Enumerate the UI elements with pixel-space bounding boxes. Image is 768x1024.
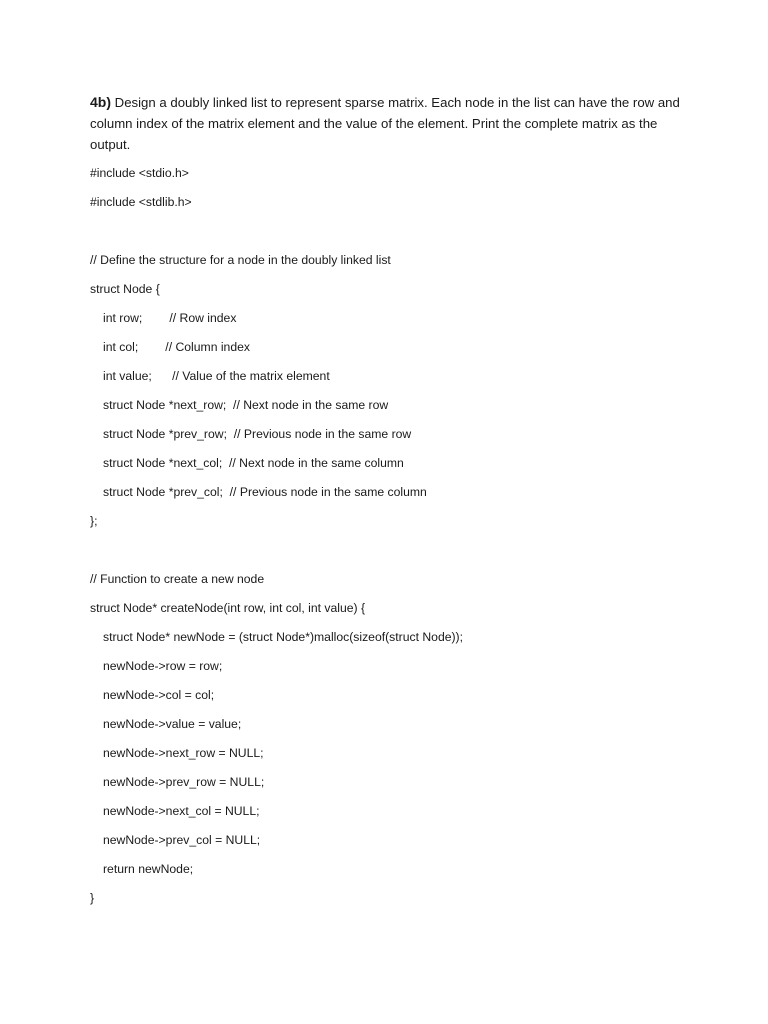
code-line: newNode->next_col = NULL;: [103, 804, 260, 818]
code-line: // Function to create a new node: [90, 572, 265, 586]
blank-line: [90, 221, 710, 250]
question-number: 4b): [90, 94, 111, 110]
code-line: // Define the structure for a node in the doubly linked list: [90, 253, 391, 267]
code-line: return newNode;: [103, 862, 194, 876]
code-line: struct Node *next_row; // Next node in the same row: [103, 398, 389, 412]
code-line: struct Node *prev_col; // Previous node in the same column: [103, 485, 427, 499]
code-line: int value; // Value of the matrix element: [103, 369, 330, 383]
code-line: struct Node {: [90, 282, 160, 296]
code-line: newNode->value = value;: [103, 717, 242, 731]
code-line: newNode->prev_row = NULL;: [103, 775, 265, 789]
blank-line: [90, 540, 710, 569]
question-paragraph: [90, 92, 680, 155]
code-line: struct Node* newNode = (struct Node*)malloc(sizeof(struct Node));: [103, 630, 464, 644]
code-line: int row; // Row index: [103, 311, 237, 325]
code-line: newNode->prev_col = NULL;: [103, 833, 261, 847]
code-line: #include <stdlib.h>: [90, 195, 192, 209]
code-line: struct Node *prev_row; // Previous node in the same row: [103, 427, 412, 441]
question-text: Design a doubly linked list to represent sparse matrix. Each node in the list can have the row and column index of the matrix element and the value of the element. Print the complete matrix as the output.: [90, 95, 680, 152]
code-line: struct Node* createNode(int row, int col, int value) {: [90, 601, 366, 615]
code-block: [90, 163, 710, 917]
code-line: newNode->col = col;: [103, 688, 215, 702]
code-line: int col; // Column index: [103, 340, 250, 354]
code-line: }: [90, 891, 95, 905]
code-line: newNode->row = row;: [103, 659, 223, 673]
code-line: newNode->next_row = NULL;: [103, 746, 264, 760]
code-line: };: [90, 514, 98, 528]
code-line: #include <stdio.h>: [90, 166, 189, 180]
code-line: struct Node *next_col; // Next node in the same column: [103, 456, 404, 470]
